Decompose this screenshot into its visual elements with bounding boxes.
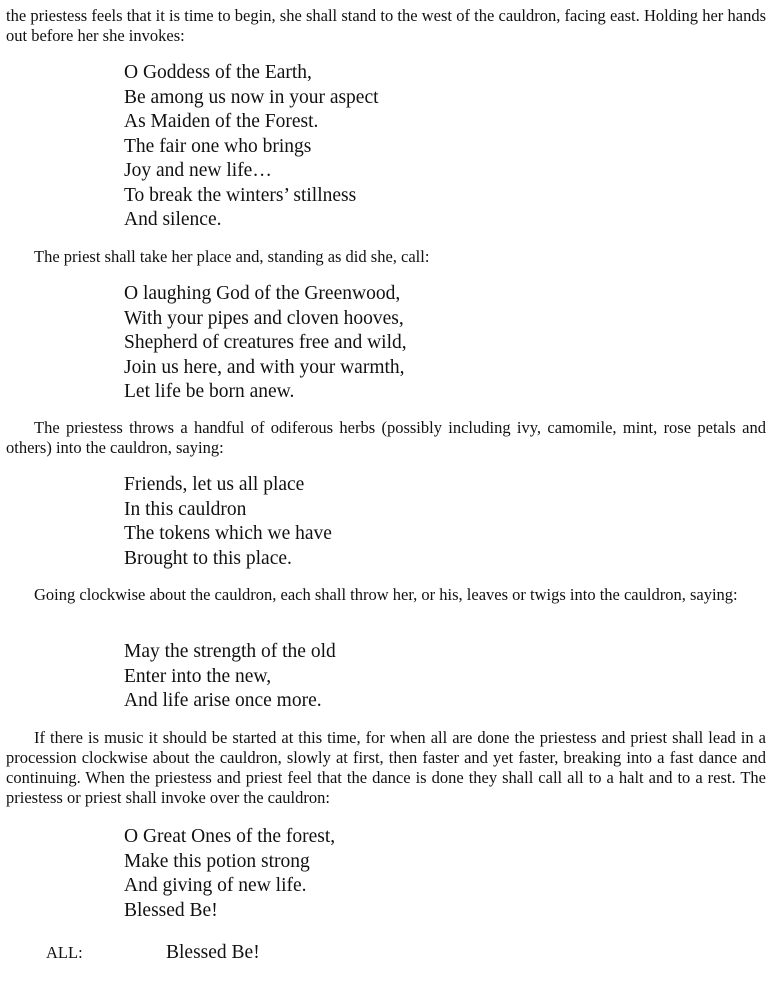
verse-line: And giving of new life. <box>124 875 307 896</box>
verse-line: The tokens which we have <box>124 523 332 544</box>
verse-goddess-invocation <box>124 61 379 233</box>
verse-line: Make this potion strong <box>124 850 310 872</box>
verse-line: May the strength of the old <box>124 641 336 662</box>
response-text: Blessed Be! <box>166 942 260 963</box>
verse-line: Enter into the new, <box>124 665 272 687</box>
verse-line: O laughing God of the Greenwood, <box>124 283 401 304</box>
paragraph-dance: If there is music it should be started at this time, for when all are done the priestess and priest shall lead in a procession clockwise about the cauldron, slowly at first, then faster and yet faster, breaking into a fast dance and continuing. When the priestess and priest feel that the dance is done they shall call all to a halt and to a rest. The priestess or priest shall invoke over the cauldron: <box>6 728 766 807</box>
verse-strength <box>124 640 336 714</box>
verse-line: And life arise once more. <box>124 690 322 711</box>
verse-line: O Great Ones of the forest, <box>124 826 336 847</box>
verse-line: And silence. <box>124 209 222 230</box>
verse-line: As Maiden of the Forest. <box>124 111 319 132</box>
verse-line: Friends, let us all place <box>124 474 305 495</box>
verse-line: In this cauldron <box>124 498 247 520</box>
paragraph-priest-call: The priest shall take her place and, standing as did she, call: <box>34 247 430 266</box>
verse-line: Let life be born anew. <box>124 381 295 402</box>
verse-line: Shepherd of creatures free and wild, <box>124 332 407 353</box>
verse-line: O Goddess of the Earth, <box>124 62 312 83</box>
verse-line: Be among us now in your aspect <box>124 86 379 108</box>
paragraph-opening: the priestess feels that it is time to begin, she shall stand to the west of the cauldron, facing east. Holding her hands out before her she invokes: <box>6 6 766 45</box>
verse-line: The fair one who brings <box>124 135 312 157</box>
paragraph-herbs: The priestess throws a handful of odiferous herbs (possibly including ivy, camomile, mint, rose petals and others) into the cauldron, saying: <box>6 418 766 457</box>
verse-line: With your pipes and cloven hooves, <box>124 307 404 329</box>
verse-god-invocation <box>124 282 407 405</box>
verse-line: Brought to this place. <box>124 547 292 569</box>
verse-tokens <box>124 473 332 571</box>
speaker-label: ALL: <box>46 943 83 962</box>
verse-great-ones <box>124 825 335 923</box>
verse-line: To break the winters’ stillness <box>124 184 357 206</box>
paragraph-clockwise: Going clockwise about the cauldron, each shall throw her, or his, leaves or twigs into the cauldron, saying: <box>34 585 738 604</box>
verse-line: Joy and new life… <box>124 160 272 181</box>
verse-line: Blessed Be! <box>124 899 218 921</box>
verse-line: Join us here, and with your warmth, <box>124 356 405 378</box>
